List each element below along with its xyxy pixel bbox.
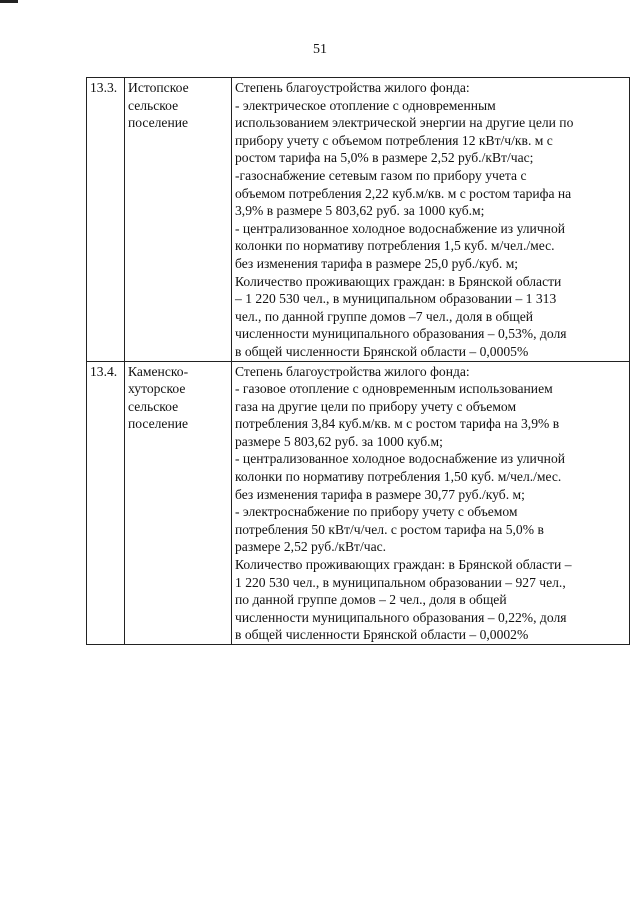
- table-row: [87, 361, 630, 645]
- page-number: 51: [313, 42, 327, 57]
- row-number-cell: [87, 78, 125, 362]
- settlement-name-line: поселение: [128, 416, 189, 432]
- description-line: размере 5 803,62 руб. за 1000 куб.м;: [235, 433, 443, 449]
- description-line: Количество проживающих граждан: в Брянской области: [235, 273, 562, 289]
- settlement-name-cell: [125, 78, 232, 362]
- description-line: по данной группе домов – 2 чел., доля в общей: [235, 592, 507, 608]
- description-line: численности муниципального образования – 0,53%, доля: [235, 326, 567, 342]
- description-line: использованием электрической энергии на другие цели по: [235, 115, 574, 131]
- description-line: без изменения тарифа в размере 30,77 руб./куб. м;: [235, 486, 525, 502]
- settlements-table: [86, 77, 630, 645]
- description-line: чел., по данной группе домов –7 чел., доля в общей: [235, 308, 534, 324]
- settlement-name-line: сельское: [128, 97, 179, 113]
- row-number: 13.3.: [90, 80, 118, 95]
- description-line: - централизованное холодное водоснабжение из уличной: [235, 220, 566, 236]
- description-line: Степень благоустройства жилого фонда:: [235, 363, 470, 379]
- description-line: Степень благоустройства жилого фонда:: [235, 80, 470, 95]
- table-row: [87, 78, 630, 362]
- row-number: 13.4.: [90, 363, 118, 379]
- settlement-name-line: поселение: [128, 115, 189, 131]
- scan-edge-mark: [0, 0, 18, 3]
- description-line: потребления 50 кВт/ч/чел. с ростом тарифа на 5,0% в: [235, 521, 544, 537]
- description-line: потребления 3,84 куб.м/кв. м с ростом тарифа на 3,9% в: [235, 416, 560, 432]
- description-line: прибору учету с объемом потребления 12 кВт/ч/кв. м с: [235, 132, 553, 148]
- row-number-cell: [87, 361, 125, 645]
- description-line: газа на другие цели по прибору учету с объемом: [235, 398, 517, 414]
- description-line: 3,9% в размере 5 803,62 руб. за 1000 куб.м;: [235, 203, 485, 219]
- description-cell: [232, 78, 630, 362]
- settlement-name-line: Каменско-: [128, 363, 189, 379]
- settlement-name-cell: [125, 361, 232, 645]
- description-line: колонки по нормативу потребления 1,50 куб. м/чел./мес.: [235, 469, 562, 485]
- description-line: - электроснабжение по прибору учету с объемом: [235, 504, 518, 520]
- description-line: Количество проживающих граждан: в Брянской области –: [235, 557, 572, 573]
- description-line: в общей численности Брянской области – 0,0005%: [235, 343, 529, 359]
- description-line: размере 2,52 руб./кВт/час.: [235, 539, 387, 555]
- description-line: -газоснабжение сетевым газом по прибору учета с: [235, 167, 527, 183]
- description-line: - централизованное холодное водоснабжение из уличной: [235, 451, 566, 467]
- description-line: ростом тарифа на 5,0% в размере 2,52 руб./кВт/час;: [235, 150, 534, 166]
- description-cell: [232, 361, 630, 645]
- description-line: - газовое отопление с одновременным использованием: [235, 381, 553, 397]
- description-line: колонки по нормативу потребления 1,5 куб. м/чел./мес.: [235, 238, 555, 254]
- description-line: 1 220 530 чел., в муниципальном образовании – 927 чел.,: [235, 574, 566, 590]
- settlement-name-line: Истопское: [128, 80, 189, 95]
- table-body: [87, 78, 630, 645]
- description-line: без изменения тарифа в размере 25,0 руб./куб. м;: [235, 255, 519, 271]
- settlement-name-line: хуторское: [128, 381, 186, 397]
- description-line: объемом потребления 2,22 куб.м/кв. м с ростом тарифа на: [235, 185, 572, 201]
- description-line: численности муниципального образования – 0,22%, доля: [235, 609, 567, 625]
- description-line: - электрическое отопление с одновременным: [235, 97, 496, 113]
- description-line: в общей численности Брянской области – 0,0002%: [235, 627, 529, 643]
- description-line: – 1 220 530 чел., в муниципальном образовании – 1 313: [235, 291, 557, 307]
- settlement-name-line: сельское: [128, 398, 179, 414]
